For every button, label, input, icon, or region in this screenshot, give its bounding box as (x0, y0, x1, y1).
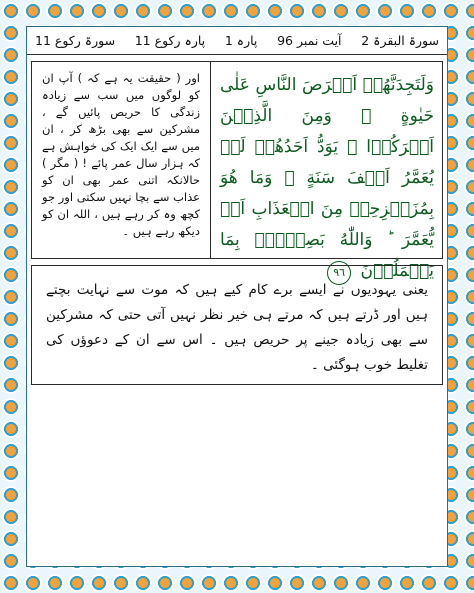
column-divider (210, 62, 211, 258)
para-number: پارہ 1 (224, 33, 258, 48)
ayah-panel (31, 61, 443, 281)
urdu-translation: اور ( حقیقت یہ ہے کہ ) آپ ان کو لوگوں میں سب سے زیادہ زندگی کا حریص پائیں گے ، مشرکین سے بھی بڑھ کر ، ان میں سے ایک ایک کی خواہش ہے کہ ہزار سال عمر پائے ! ( مگر ) حالانکہ اتنی عمر بھی ان کو عذاب سے بچا نہیں سکتی اور جو کچھ وہ کر رہے ہیں ، اللہ ان کو دیکھ رہے ہیں ۔ (42, 71, 200, 238)
arabic-text: وَلَتَجِدَنَّهُمۡ اَحۡرَصَ النَّاسِ عَلٰى حَيٰوةٍ ۚ وَمِنَ الَّذِيۡنَ اَشۡرَكُوۡا ۚ يَوَدُّ اَحَدُهُمۡ لَوۡ يُعَمَّرُ اَلۡفَ سَنَةٍ ۚ وَمَا هُوَ بِمُزَحۡزِحِهٖ مِنَ الۡعَذَابِ اَنۡ يُّعَمَّرَ ؕ وَاللّٰهُ بَصِيۡرٌۢ بِمَا يَعۡمَلُوۡنَ (220, 75, 434, 281)
arabic-ayah (212, 62, 442, 281)
ayah-number: آیت نمبر 96 (277, 33, 342, 48)
surah-name: سورۃ البقرۃ 2 (361, 33, 439, 48)
para-ruku: پارہ رکوع 11 (134, 33, 206, 48)
surah-ruku: سورۃ رکوع 11 (35, 33, 116, 48)
ayah-end-marker: ٩٦ (327, 261, 351, 285)
tafsir-text: یعنی یہودیوں نے ایسے برے کام کیے ہیں کہ موت سے نہایت بچتے ہیں اور ڈرتے ہیں کہ مرتے ہی خیر نظر نہیں آتی حتی کہ مشرکین سے بھی زیادہ جینے پر حریص ہیں ۔ اس سے ان کے دعوؤں کی تغلیط خوب ہوگئی ۔ (31, 265, 443, 385)
page-content (26, 26, 448, 567)
reference-header (27, 27, 447, 55)
